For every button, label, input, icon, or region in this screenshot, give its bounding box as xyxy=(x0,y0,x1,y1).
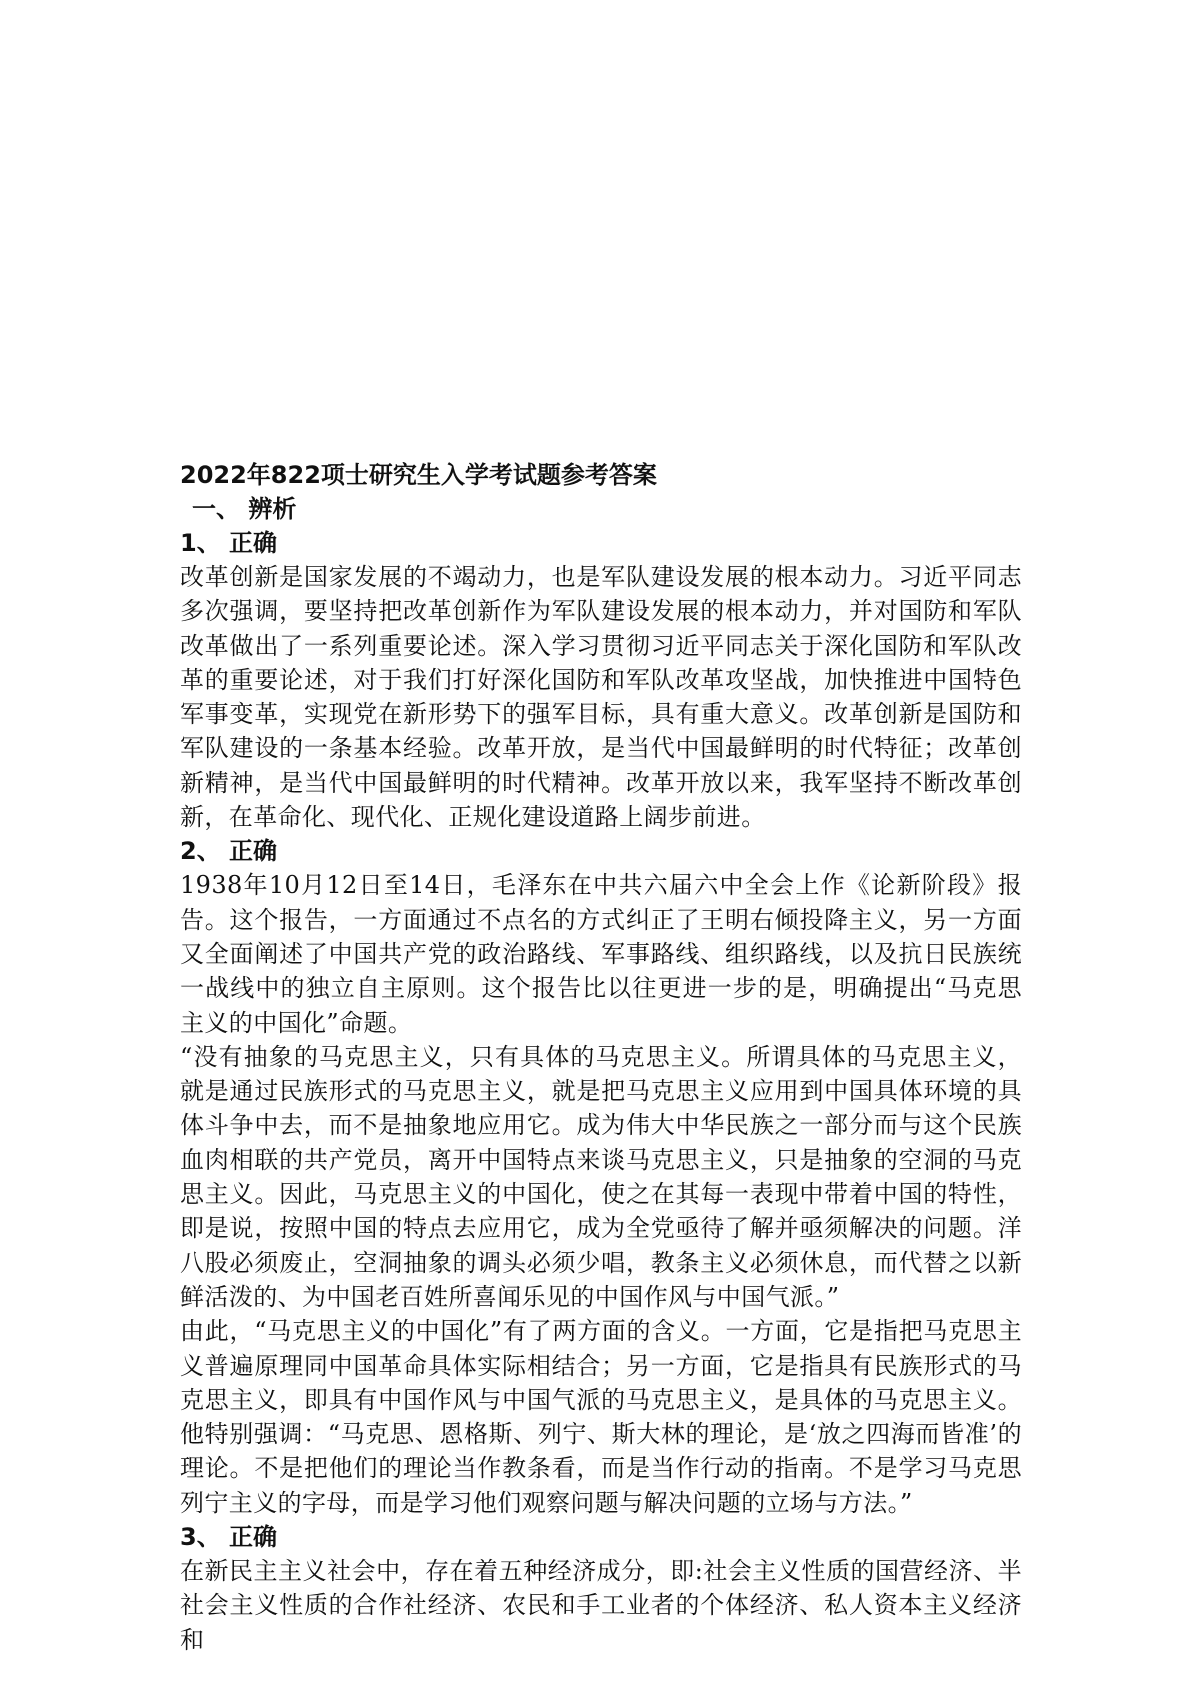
item-heading: 2、 正确 xyxy=(180,837,278,866)
document-title: 2022年822项士研究生入学考试题参考答案 xyxy=(180,461,657,489)
paragraph: 由此，“马克思主义的中国化”有了两方面的含义。一方面，它是指把马克思主义普遍原理同中国革命具体实际相结合；另一方面，它是指具有民族形式的马克思主义，即具有中国作风与中国气派的马克思主义，是具体的马克思主义。他特别强调：“马克思、恩格斯、列宁、斯大林的理论，是‘放之四海而皆准’的理论。不是把他们的理论当作教条看，而是当作行动的指南。不是学习马克思列宁主义的字母，而是学习他们观察问题与解决问题的立场与方法。” xyxy=(180,1317,1022,1517)
paragraph-quote: “没有抽象的马克思主义，只有具体的马克思主义。所谓具体的马克思主义，就是通过民族形式的马克思主义，就是把马克思主义应用到中国具体环境的具体斗争中去，而不是抽象地应用它。成为伟大中华民族之一部分而与这个民族血肉相联的共产党员，离开中国特点来谈马克思主义，只是抽象的空洞的马克思主义。因此，马克思主义的中国化，使之在其每一表现中带着中国的特性，即是说，按照中国的特点去应用它，成为全党亟待了解并亟须解决的问题。洋八股必须废止，空洞抽象的调头必须少唱，教条主义必须休息，而代替之以新鲜活泼的、为中国老百姓所喜闻乐见的中国作风与中国气派。” xyxy=(180,1042,1022,1311)
item-heading: 1、 正确 xyxy=(180,529,278,557)
paragraph: 1938年10月12日至14日，毛泽东在中共六届六中全会上作《论新阶段》报告。这个报告，一方面通过不点名的方式纠正了王明右倾投降主义，另一方面又全面阐述了中国共产党的政治路线、军事路线、组织路线，以及抗日民族统一战线中的独立自主原则。这个报告比以往更进一步的是，明确提出“马克思主义的中国化”命题。 xyxy=(180,871,1022,1037)
item-heading: 3、 正确 xyxy=(180,1523,278,1552)
answer-item-2 xyxy=(180,834,1022,1520)
paragraph: 在新民主主义社会中，存在着五种经济成分，即:社会主义性质的国营经济、半社会主义性质的合作社经济、农民和手工业者的个体经济、私人资本主义经济和 xyxy=(180,1557,1022,1654)
paragraph: 改革创新是国家发展的不竭动力，也是军队建设发展的根本动力。习近平同志多次强调，要坚持把改革创新作为军队建设发展的根本动力，并对国防和军队改革做出了一系列重要论述。深入学习贯彻习近平同志关于深化国防和军队改革的重要论述，对于我们打好深化国防和军队改革攻坚战，加快推进中国特色军事变革，实现党在新形势下的强军目标，具有重大意义。改革创新是国防和军队建设的一条基本经验。改革开放，是当代中国最鲜明的时代特征；改革创新精神，是当代中国最鲜明的时代精神。改革开放以来，我军坚持不断改革创新，在革命化、现代化、正规化建设道路上阔步前进。 xyxy=(180,563,1022,832)
answer-item-3 xyxy=(180,1520,1022,1657)
document-page xyxy=(180,458,1022,1657)
answer-item-1 xyxy=(180,526,1022,834)
section-heading-bianxi: 一、 辨析 xyxy=(192,495,297,523)
